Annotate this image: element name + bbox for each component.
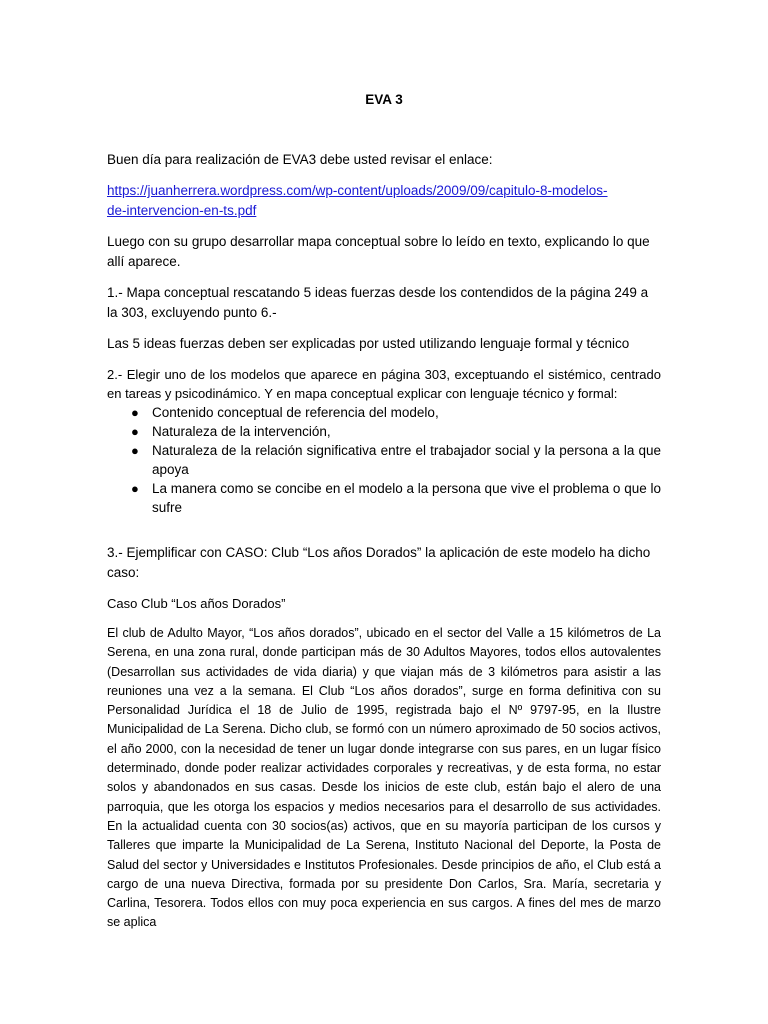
instructions-paragraph: Luego con su grupo desarrollar mapa conceptual sobre lo leído en texto, explicando lo que allí aparece. <box>107 234 650 269</box>
case-body: El club de Adulto Mayor, “Los años dorados”, ubicado en el sector del Valle a 15 kilómetros de La Serena, en una zona rural, donde participan más de 30 Adultos Mayores, todos ellos autovalentes (Desarrollan sus actividades de vida diaria) y que viajan más de 3 kilómetros para asistir a las reuniones una vez a la semana. El Club “Los años dorados”, surge en forma definitiva con su Personalidad Jurídica el 18 de Julio de 1995, registrada bajo el Nº 9797-95, en la Ilustre Municipalidad de La Serena. Dicho club, se formó con un número aproximado de 50 socios activos, el año 2000, con la necesidad de tener un lugar donde integrarse con sus pares, en un lugar físico determinado, donde poder realizar actividades corporales y recreativas, y de esta forma, no estar solos y abandonados en sus casas. Desde los inicios de este club, están bajo el alero de una parroquia, que les otorga los espacios y medios necesarios para el desarrollo de sus actividades. En la actualidad cuenta con 30 socios(as) activos, que en su mayoría participan de los cursos y Talleres que imparte la Municipalidad de La Serena, Instituto Nacional del Deporte, la Posta de Salud del sector y Universidades e Institutos Profesionales. Desde principios de año, el Club está a cargo de una nueva Directiva, formada por su presidente Don Carlos, Sra. María, secretaria y Carlina, Tesorera. Todos ellos con muy poca experiencia en sus cargos. A fines del mes de marzo se aplica <box>107 626 661 930</box>
bullet-icon: ● <box>131 443 139 458</box>
document-body <box>107 150 661 933</box>
task-1-paragraph: 1.- Mapa conceptual rescatando 5 ideas fuerzas desde los contendidos de la página 249 a la 303, excluyendo punto 6.- <box>107 285 649 320</box>
bullet-icon: ● <box>131 481 139 496</box>
bullet-item: ● Naturaleza de la relación significativa entre el trabajador social y la persona a la que apoya <box>131 443 661 477</box>
bullet-icon: ● <box>131 405 139 420</box>
task-2-paragraph: 2.- Elegir uno de los modelos que aparece en página 303, exceptuando el sistémico, centrado en tareas y psicodinámico. Y en mapa conceptual explicar con lenguaje técnico y formal: <box>107 367 661 401</box>
document-title: EVA 3 <box>365 92 403 107</box>
intro-paragraph: Buen día para realización de EVA3 debe usted revisar el enlace: <box>107 152 493 167</box>
resource-link[interactable] <box>107 181 661 221</box>
bullet-item: ● Naturaleza de la intervención, <box>131 424 331 439</box>
bullet-icon: ● <box>131 424 139 439</box>
bullet-item: ● La manera como se concibe en el modelo a la persona que vive el problema o que lo sufre <box>131 481 661 515</box>
task-2-bullet-list <box>107 403 661 517</box>
resource-link-line2[interactable]: de-intervencion-en-ts.pdf <box>107 203 257 218</box>
case-title: Caso Club “Los años Dorados” <box>107 596 286 611</box>
ideas-paragraph: Las 5 ideas fuerzas deben ser explicadas por usted utilizando lenguaje formal y técnico <box>107 336 630 351</box>
resource-link-line1[interactable]: https://juanherrera.wordpress.com/wp-content/uploads/2009/09/capitulo-8-modelos- <box>107 183 608 198</box>
bullet-item: ● Contenido conceptual de referencia del modelo, <box>131 405 439 420</box>
task-3-paragraph: 3.- Ejemplificar con CASO: Club “Los años Dorados” la aplicación de este modelo ha dicho caso: <box>107 545 651 580</box>
